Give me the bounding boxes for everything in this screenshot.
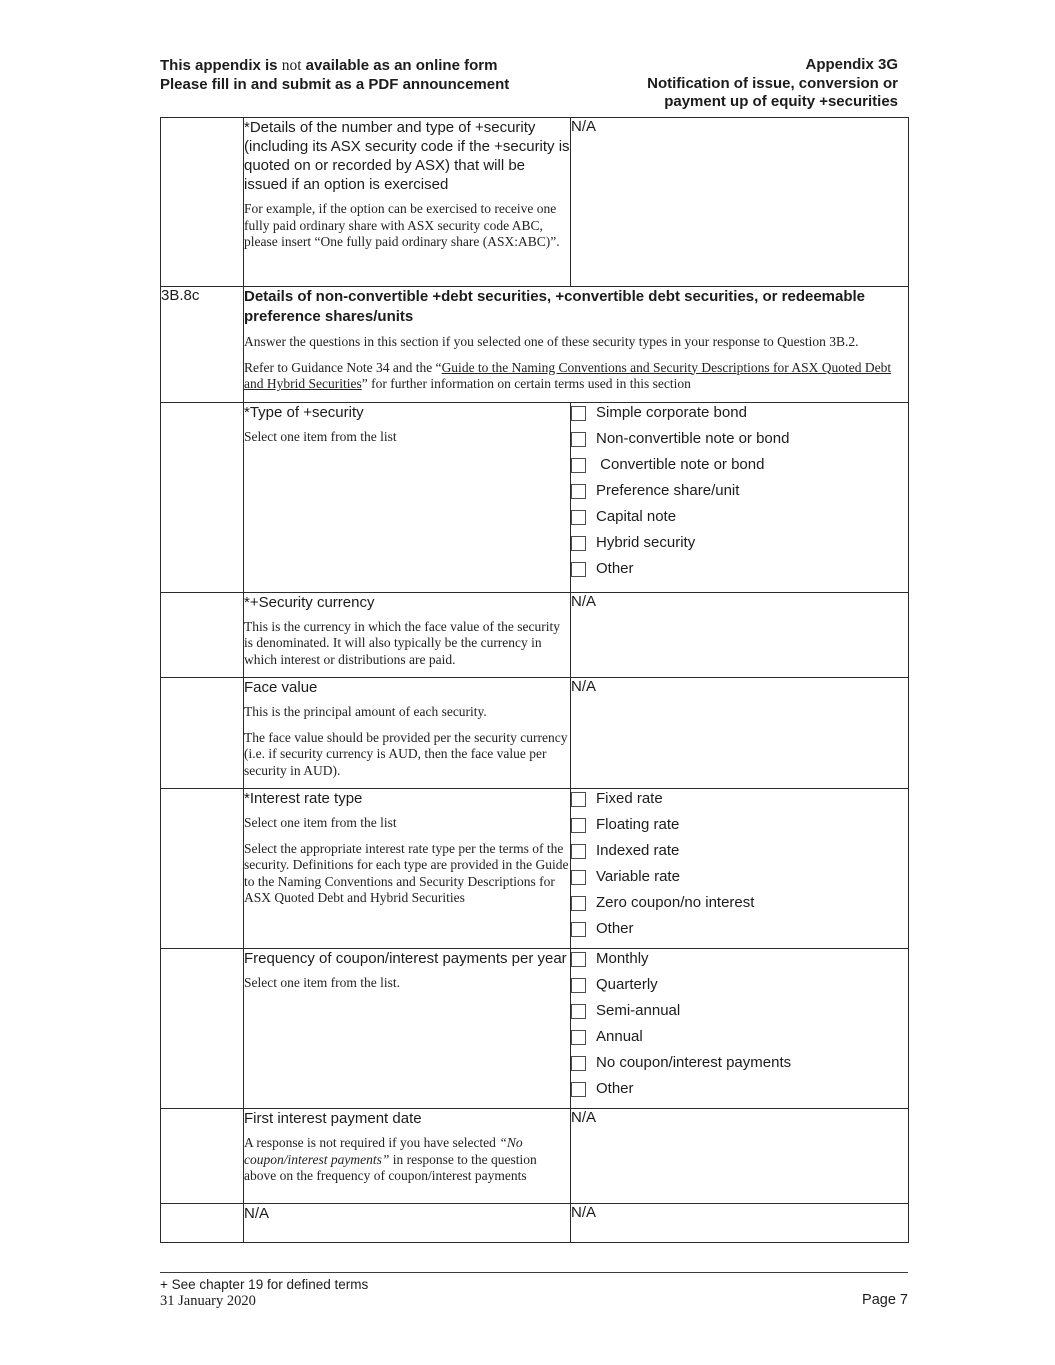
question-cell (244, 402, 571, 592)
checkbox-icon[interactable] (571, 1082, 586, 1097)
checkbox-list (571, 949, 908, 1097)
header-left-line1-prefix: This appendix is (160, 57, 282, 74)
checkbox-icon[interactable] (571, 952, 586, 967)
question-note (244, 1135, 570, 1185)
question-note: This is the principal amount of each security. (244, 704, 487, 719)
header-left (160, 56, 509, 112)
checkbox-icon[interactable] (571, 870, 586, 885)
question-number-cell: 3B.8c (161, 287, 244, 403)
checkbox-icon[interactable] (571, 844, 586, 859)
question-cell (244, 789, 571, 949)
header-left-not: not (281, 57, 302, 74)
question-number-cell (161, 678, 244, 789)
page-header (160, 56, 898, 112)
section-row (161, 287, 909, 403)
table-row (161, 1204, 909, 1243)
footer-date: 31 January 2020 (160, 1293, 256, 1309)
form-table (160, 117, 909, 1243)
question-number-cell (161, 949, 244, 1109)
question-title: Face value (244, 679, 318, 696)
question-title: *Type of +security (244, 403, 364, 421)
checkbox-option[interactable] (571, 1002, 908, 1019)
header-left-line1 (160, 56, 509, 75)
note-italic: “No coupon/interest payments” (244, 1135, 523, 1167)
checkbox-label: Floating rate (596, 816, 680, 833)
header-left-line1-suffix: available as an online form (301, 57, 498, 74)
checkbox-option[interactable] (571, 868, 908, 885)
checkbox-icon[interactable] (571, 432, 586, 447)
answer-cell (571, 789, 909, 949)
checkbox-list (571, 403, 908, 577)
question-title: *Details of the number and type of +security (including its ASX security code if the +security is quoted on or recorded by ASX) that will be issued if an option is exercised (244, 119, 570, 193)
checkbox-label: Variable rate (596, 868, 680, 885)
question-title: *Interest rate type (244, 790, 363, 807)
checkbox-option[interactable] (571, 430, 908, 447)
footer-divider (160, 1272, 908, 1273)
checkbox-label: Semi-annual (596, 1002, 681, 1019)
checkbox-option[interactable] (571, 404, 908, 421)
checkbox-label: Fixed rate (596, 790, 663, 807)
checkbox-icon[interactable] (571, 536, 586, 551)
answer-cell: N/A (571, 592, 909, 678)
question-note: The face value should be provided per the security currency (i.e. if security currency is AUD, then the face value per security in AUD). (244, 729, 568, 778)
refer-note-suffix: ” for further information on certain terms used in this section (361, 376, 691, 391)
answer-cell (571, 949, 909, 1109)
checkbox-icon[interactable] (571, 896, 586, 911)
checkbox-label: Quarterly (596, 976, 658, 993)
checkbox-label: Convertible note or bond (596, 455, 765, 473)
question-note: This is the currency in which the face value of the security is denominated. It will also typically be the currency in which interest or distributions are paid. (244, 618, 561, 667)
refer-note-prefix: Refer to Guidance Note 34 and the “ (244, 359, 442, 375)
footer-page-number: Page 7 (862, 1292, 908, 1308)
checkbox-label: Indexed rate (596, 842, 680, 859)
checkbox-icon[interactable] (571, 458, 586, 473)
question-cell (244, 678, 571, 789)
question-note: Select one item from the list. (244, 975, 400, 990)
checkbox-option[interactable] (571, 816, 908, 833)
checkbox-label: Zero coupon/no interest (596, 894, 755, 911)
section-note (244, 360, 908, 393)
table-row (161, 118, 909, 287)
checkbox-option[interactable] (571, 894, 908, 911)
checkbox-icon[interactable] (571, 562, 586, 577)
checkbox-list (571, 789, 908, 937)
header-right (647, 56, 898, 112)
footer-defined-terms: + See chapter 19 for defined terms (160, 1277, 369, 1292)
note-prefix: A response is not required if you have selected (244, 1135, 500, 1150)
checkbox-label: No coupon/interest payments (596, 1054, 792, 1071)
checkbox-label: Non-convertible note or bond (596, 429, 790, 447)
question-cell (244, 1109, 571, 1204)
checkbox-option[interactable] (571, 508, 908, 525)
question-cell (244, 949, 571, 1109)
checkbox-option[interactable] (571, 976, 908, 993)
question-title: *+Security currency (244, 593, 375, 611)
checkbox-option[interactable] (571, 950, 908, 967)
appendix-subtitle-line1: Notification of issue, conversion or (647, 74, 898, 92)
section-note: Answer the questions in this section if you selected one of these security types in your response to Question 3B.2. (244, 334, 859, 349)
section-heading: Details of non-convertible +debt securities, +convertible debt securities, or redeemable preference shares/units (244, 288, 866, 325)
checkbox-label: Annual (596, 1028, 643, 1045)
question-number-cell (161, 118, 244, 287)
checkbox-option[interactable] (571, 920, 908, 937)
question-note: Select one item from the list (244, 815, 397, 830)
checkbox-option[interactable] (571, 1080, 908, 1097)
checkbox-label: Other (596, 559, 634, 577)
question-cell (244, 592, 571, 678)
checkbox-icon[interactable] (571, 1004, 586, 1019)
checkbox-option[interactable] (571, 534, 908, 551)
appendix-title: Appendix 3G (805, 56, 898, 73)
question-number-cell (161, 402, 244, 592)
appendix-subtitle-line2: payment up of equity +securities (664, 93, 898, 110)
checkbox-label: Hybrid security (596, 533, 696, 551)
checkbox-option[interactable] (571, 456, 908, 473)
table-row (161, 402, 909, 592)
table-row (161, 592, 909, 678)
checkbox-label: Simple corporate bond (596, 403, 747, 421)
question-title: N/A (244, 1205, 270, 1222)
answer-cell: N/A (571, 1204, 909, 1243)
question-note: Select one item from the list (244, 428, 397, 444)
checkbox-icon[interactable] (571, 978, 586, 993)
checkbox-icon[interactable] (571, 510, 586, 525)
question-note: For example, if the option can be exercised to receive one fully paid ordinary share with ASX security code ABC, please insert “One fully paid ordinary share (ASX:ABC)”. (244, 201, 560, 249)
question-number-cell (161, 1204, 244, 1243)
answer-cell: N/A (571, 678, 909, 789)
checkbox-label: Capital note (596, 507, 677, 525)
question-cell (244, 118, 571, 287)
question-cell (244, 1204, 571, 1243)
checkbox-icon[interactable] (571, 1030, 586, 1045)
table-row (161, 789, 909, 949)
answer-cell: N/A (571, 118, 909, 287)
section-cell (244, 287, 909, 403)
checkbox-label: Other (596, 920, 634, 937)
checkbox-option[interactable] (571, 560, 908, 577)
checkbox-label: Preference share/unit (596, 481, 740, 499)
header-left-line2: Please fill in and submit as a PDF announcement (160, 76, 510, 93)
checkbox-label: Monthly (596, 950, 649, 967)
checkbox-icon[interactable] (571, 792, 586, 807)
question-title: First interest payment date (244, 1110, 422, 1127)
checkbox-icon[interactable] (571, 406, 586, 421)
checkbox-label: Other (596, 1080, 634, 1097)
note-suffix: in response to the question above on the frequency of coupon/interest payments (244, 1151, 537, 1183)
checkbox-icon[interactable] (571, 1056, 586, 1071)
checkbox-icon[interactable] (571, 922, 586, 937)
checkbox-option[interactable] (571, 1028, 908, 1045)
checkbox-option[interactable] (571, 1054, 908, 1071)
question-number-cell (161, 789, 244, 949)
checkbox-icon[interactable] (571, 818, 586, 833)
answer-cell (571, 402, 909, 592)
table-row (161, 678, 909, 789)
table-row (161, 949, 909, 1109)
checkbox-option[interactable] (571, 842, 908, 859)
guide-link[interactable]: Guide to the Naming Conventions and Security Descriptions for ASX Quoted Debt and Hybrid Securities (244, 359, 892, 391)
checkbox-icon[interactable] (571, 484, 586, 499)
question-note: Select the appropriate interest rate type per the terms of the security. Definitions for each type are provided in the Guide to the Naming Conventions and Security Descriptions for ASX Quoted Debt and Hybrid Securities (244, 840, 569, 905)
answer-cell: N/A (571, 1109, 909, 1204)
question-number-cell (161, 1109, 244, 1204)
checkbox-option[interactable] (571, 790, 908, 807)
question-number-cell (161, 592, 244, 678)
table-row (161, 1109, 909, 1204)
checkbox-option[interactable] (571, 482, 908, 499)
question-title: Frequency of coupon/interest payments per year (244, 950, 567, 967)
